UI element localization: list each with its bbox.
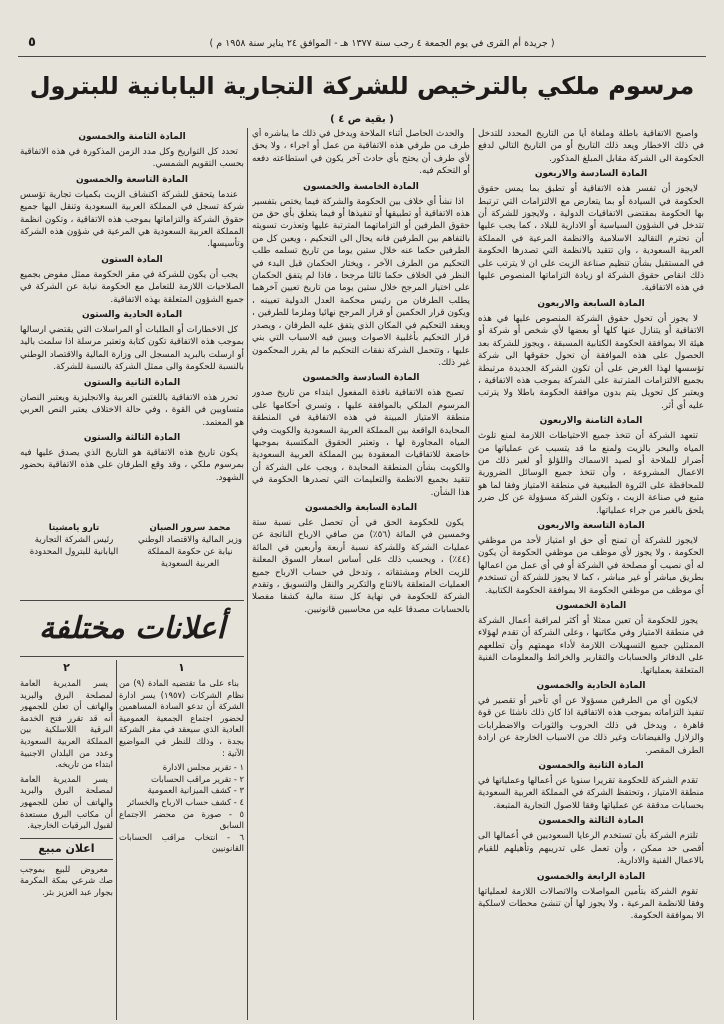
page-title: مرسوم ملكي بالترخيص للشركة التجارية اليابانية للبترول	[29, 72, 695, 100]
article-paragraph: تصبح هذه الاتفاقية نافذة المفعول ابتداء من تاريخ صدور المرسوم الملكي بالموافقة عليها ، وتسري أحكامها على منطقة الامتياز المبينة في هذه الاتفاقية في المنطقة المحايدة الواقعة بين المملكة العربية السعودية والكويت وفي المياه المجاورة لها ، وتعتبر الحقوق المكتسبة بموجبها خاضعة للاتفاقيات المعقودة بين المملكة العربية السعودية والكويت بشأن المنطقة المحايدة ، ويجب على الشركة أن تتقيد بجميع الانظمة والتعليمات التي تصدرها الحكومة في هذا الشأن.	[252, 388, 470, 498]
ad-paragraph: يسر المديرية العامة لمصلحة البرق والبريد والهاتف أن تعلن للجمهور أنه قد تقرر فتح الخدمة البرقية اللاسلكية بين المملكة العربية السعودية وعدد من البلدان الاجنبية ابتداء من تاريخه.	[20, 678, 113, 770]
signatory-on-behalf: اليابانية للبترول المحدودة	[29, 547, 119, 557]
ad-telegraph-notice	[20, 660, 113, 1018]
ad-paragraphs	[20, 678, 113, 832]
article-heading: المادة الحادية والستون	[81, 310, 183, 321]
article-paragraph: عندما يتحقق للشركة اكتشاف الزيت بكميات تجارية تؤسس شركة تسجل في المملكة العربية السعودية وتنقل اليها جميع حقوق الشركة والتزاماتها بموجب هذه الاتفاقية ، وتكون انظمة المملكة العربية السعودية هي المرعية في شؤون هذه الشركة وتأسيسها.	[20, 189, 244, 250]
page-number: ٥	[28, 35, 36, 50]
article-paragraph: تلتزم الشركة بأن تستخدم الرعايا السعوديين في أعمالها الى أقصى حد ممكن ، وأن تعمل على تدريبهم وتأهيلهم للقيام بالاعمال الفنية والادارية.	[478, 831, 704, 867]
article-heading: المادة الثانية والخمسون	[538, 761, 644, 772]
signature-block	[20, 522, 244, 598]
article-heading: المادة السادسة والخمسون	[302, 373, 420, 384]
article-heading: المادة التاسعة والاربعون	[537, 520, 645, 531]
article-heading: المادة الحادية والخمسون	[536, 681, 646, 692]
article-heading: المادة السادسة والاربعون	[534, 169, 648, 180]
ad-list-item: ٦ - انتخاب مراقب الحسابات القانونيين	[119, 831, 244, 854]
issue-date-line: ( جريدة أم القرى في يوم الجمعة ٤ رجب سنة ١٣٧٧ هـ - الموافق ٢٤ يناير سنة ١٩٥٨ م )	[209, 38, 555, 49]
article-heading: المادة الرابعة والخمسون	[536, 871, 646, 882]
article-paragraph: كل الاخطارات أو الطلبات أو المراسلات التي يقتضي ارسالها بموجب هذه الاتفاقية تكون كتابة وتعتبر مرسلة اذا سلمت باليد أو ارسلت بالبريد المسجل الى وزارة المالية والاقتصاد الوطني بالنسبة للحكومة والى ممثل الشركة بالنسبة للشركة.	[20, 325, 244, 373]
page-subtitle: ( بقية ص ٤ )	[330, 114, 394, 125]
article-paragraph: واصبح الاتفاقية باطلة وملغاة أيا من التاريخ المحدد للتدخل في ذلك الاخطار ويعد ذلك التاريخ أو من التاريخ التالي لدفع الحكومة الى الشركة مقابل المبلغ المذكور.	[478, 129, 704, 164]
column-left	[20, 128, 244, 518]
article-paragraph: تحدد كل التواريخ وكل مدد الزمن المذكورة في هذه الاتفاقية بحسب التقويم الشمسي.	[20, 147, 244, 170]
article-heading: المادة الخامسة والخمسون	[303, 181, 419, 192]
ad-list-item: ٣ - كشف الميزانية العمومية	[147, 785, 244, 796]
signatory-role: رئيس الشركة التجارية	[34, 535, 114, 545]
article-heading: المادة الثالثة والستون	[83, 432, 181, 443]
article-paragraph: لايجوز للشركة أن تمنح أي حق او امتياز لأحد من موظفي الحكومة ، ولا يجوز لأي موظف من موظفي الحكومة أن يكون له أي نصيب أو مصلحة في الشركة أو في أي عمل من اعمالها بطريق مباشر أو غير مباشر ، كما لا يجوز للشركة أن تستخدم أي موظف من موظفي الحكومة الا بموافقة الحكومة الكتابية.	[478, 535, 704, 596]
article-paragraph: تحرر هذه الاتفاقية باللغتين العربية والانجليزية ويعتبر النصان متساويين في القوة ، وفي حالة الاختلاف يعتبر النص العربي هو المعتمد.	[20, 392, 244, 428]
ads-divider	[20, 656, 244, 657]
column-divider	[247, 128, 248, 1020]
ad-list-item: ٢ - تقرير مراقب الحسابات	[150, 773, 244, 784]
article-heading: المادة الخمسون	[555, 601, 627, 611]
ad-list-item: ٤ - كشف حساب الارباح والخسائر	[127, 796, 244, 807]
ad-list-item: ١ - تقرير مجلس الادارة	[162, 762, 244, 773]
article-paragraph: يجوز للحكومة أن تعين ممثلا أو أكثر لمراقبة أعمال الشركة في منطقة الامتياز وفي مكاتبها ، وعلى الشركة أن تقدم لهؤلاء الممثلين جميع التسهيلات اللازمة لأداء مهمتهم وأن تطلعهم على الدفاتر والحسابات والتقارير والخرائط والمعلومات الفنية المتعلقة بعملياتها.	[478, 616, 704, 676]
article-paragraph: لايجوز أن تفسر هذه الاتفاقية أو تطبق بما يمس حقوق الحكومة في السيادة أو بما يتعارض مع الالتزامات التي ترتبط بها الحكومة بمقتضى الاتفاقيات الدولية ، ولايجوز للشركة أن تتدخل في الشؤون السياسية أو الادارية للبلاد ، كما يجب عليها أن تحترم التقاليد الاسلامية والانظمة المرعية في المملكة العربية السعودية ، وان تتقيد بالانظمة التي تصدرها الحكومة في المستقبل بشأن تنظيم صناعة الزيت على ان لا يترتب على ذلك انقاص حقوق الشركة او زيادة التزاماتها المنصوص عليها في هذه الاتفاقية.	[478, 184, 704, 294]
column-right	[478, 128, 704, 1018]
ad-number: ٢	[63, 661, 70, 674]
article-paragraph: يكون للحكومة الحق في أن تحصل على نسبة ستة وخمسين في المائة (٥٦٪) من صافي الارباح الناتجة عن عمليات الشركة وللشركة نسبة أربعة وأربعين في المائة (٤٤٪) ، ويحسب ذلك على أساس اسعار السوق المعلنة للزيت الخام ومشتقاته ، وتدخل في حساب الارباح جميع العمليات المتعلقة بالانتاج والتكرير والنقل والتسويق ، وتقدم الشركة للحكومة في نهاية كل سنة مالية كشفا مفصلا بالحسابات مصدقا عليه من محاسبين قانونيين.	[252, 517, 470, 615]
signature-government	[136, 522, 244, 598]
article-paragraph: لايكون أي من الطرفين مسؤولا عن أي تأخير أو تقصير في تنفيذ التزاماته بموجب هذه الاتفاقية اذا كان ذلك ناشئا عن قوة قاهرة ، ويدخل في ذلك الحروب والثورات والاضطرابات والزلازل والفيضانات وغير ذلك من الاسباب الخارجة عن ارادة الطرف المقصر.	[478, 696, 704, 756]
signature-company	[20, 522, 128, 598]
article-heading: المادة الثامنة والاربعون	[539, 416, 643, 427]
sale-ad-title: اعلان مبيع	[20, 838, 113, 860]
column-middle	[252, 128, 470, 1018]
article-heading: المادة السابعة والخمسون	[304, 502, 418, 513]
article-heading: المادة الثامنة والخمسون	[78, 132, 186, 142]
signatory-role: وزير المالية والاقتصاد الوطني	[137, 535, 243, 545]
signatory-name: محمد سرور الصبان	[149, 523, 231, 533]
article-heading: المادة الثالثة والخمسون	[538, 816, 644, 827]
article-heading: المادة السابعة والاربعون	[537, 298, 645, 309]
sale-ad-text: معروض للبيع بموجب صك شرعي بمكة المكرمة بجوار عبد العزيز بئر.	[20, 863, 113, 897]
ads-heading: أعلانات مختلفة	[39, 611, 225, 646]
signatory-on-behalf: نيابة عن حكومة المملكة العربية السعودية	[147, 547, 233, 569]
article-paragraph: يكون تاريخ هذه الاتفاقية هو التاريخ الذي يصدق عليها فيه بمرسوم ملكي ، وقد وقع الطرفان على هذه الاتفاقية بحضور الشهود.	[20, 447, 244, 483]
ads-column-divider	[116, 660, 117, 1020]
ad-number: ١	[178, 661, 185, 674]
header-divider	[18, 56, 706, 57]
column-divider	[473, 128, 474, 1020]
article-paragraph: لا يجوز أن تحول حقوق الشركة المنصوص عليها في هذه الاتفاقية أو يتنازل عنها كلها أو بعضها لأي شخص أو شركة أو هيئة الا بموافقة الحكومة الكتابية المسبقة ، ويجوز للشركة بعد الحصول على هذه الموافقة أن تحول حقوقها الى شركة تؤسسها لهذا الغرض على أن تكون الشركة الجديدة مرتبطة بجميع الالتزامات المترتبة على الشركة بموجب هذه الاتفاقية ، ويعتبر كل تحويل يتم بدون موافقة الحكومة باطلا ولا يترتب عليه أي أثر.	[478, 313, 704, 411]
article-heading: المادة التاسعة والخمسون	[75, 174, 189, 185]
article-paragraph: تقوم الشركة بتأمين المواصلات والاتصالات اللازمة لعملياتها وفقا للانظمة المرعية ، ولا يجوز لها أن تنشئ محطات لاسلكية الا بموافقة الحكومة.	[478, 886, 704, 922]
article-paragraph: اذا نشأ أي خلاف بين الحكومة والشركة فيما يختص بتفسير هذه الاتفاقية أو تطبيقها أو تنفيذها أو فيما يتعلق بأي حق من حقوق الطرفين أو التزاماتهما المترتبة عليها وتعذرت تسويته بالتفاهم بين الطرفين فانه يحال الى التحكيم ، ويعين كل من الطرفين حكما عنه خلال ستين يوما من تاريخ تسلمه طلب التحكيم من الطرف الآخر ، ويختار الحكمان قبل البدء في النظر في الخلاف حكما ثالثا مرجحا ، فاذا لم يتفق الحكمان على اختيار المرجح خلال ستين يوما من تاريخ تعيين آخرهما يطلب الطرفان من رئيس محكمة العدل الدولية تعيينه ، ويكون قرار الحكمين أو قرار المرجح نهائيا وملزما للطرفين ، ويعقد التحكيم في المكان الذي يتفق عليه الطرفان ، ويصدر قرار التحكيم بأغلبية الاصوات ويبين فيه الاسباب التي بني عليها ، وتتحمل الشركة نفقات التحكيم ما لم يقرر المحكمون غير ذلك.	[252, 196, 470, 368]
article-heading: المادة الستون	[101, 254, 163, 265]
ad-list-item: ٥ - صورة من محضر الاجتماع السابق	[119, 808, 244, 831]
ad-paragraph: بناء على ما تقتضيه المادة (٩) من نظام الشركات (١٩٥٧) يسر ادارة الشركة أن تدعو السادة المساهمين لحضور اجتماع الجمعية العمومية العادية الذي سيعقد في مقر الشركة بجدة ، وذلك للنظر في المواضيع الآتية :	[119, 678, 244, 758]
article-paragraph: تقدم الشركة للحكومة تقريرا سنويا عن أعمالها وعملياتها في منطقة الامتياز ، وتحتفظ الشركة في المملكة العربية السعودية بحسابات مدققة عن عملياتها وفقا للاصول التجارية المتبعة.	[478, 776, 704, 811]
ad-meeting-notice	[119, 660, 244, 1018]
ad-list	[119, 762, 244, 855]
ad-paragraph: يسر المديرية العامة لمصلحة البرق والبريد والهاتف أن تعلن للجمهور أن مكاتب البرق مستعدة لقبول البرقيات الخارجية.	[20, 773, 113, 831]
signatory-name: تارو يامشيتا	[48, 523, 100, 533]
article-paragraph: والحدث الحاصل أثناء الملاحة ويدخل في ذلك ما يباشره أي طرف من طرفي هذه الاتفاقية من عمل أو اجراء ، ولا يحق لأي طرف أن يحتج بأي حادث آخر يكون في استطاعته دفعه أو التحكم فيه.	[252, 129, 470, 177]
article-paragraph: يجب أن يكون للشركة في مقر الحكومة ممثل مفوض بجميع الصلاحيات اللازمة للتعامل مع الحكومة نيابة عن الشركة في جميع الشؤون المتعلقة بهذه الاتفاقية.	[20, 269, 244, 305]
article-heading: المادة الثانية والستون	[83, 377, 181, 388]
ads-divider	[20, 600, 244, 601]
article-paragraph: تتعهد الشركة أن تتخذ جميع الاحتياطات اللازمة لمنع تلوث المياه والبحر بالزيت ولمنع ما قد يتسبب عن عملياتها من أضرار للملاحة أو لصيد الاسماك واللؤلؤ أو لغير ذلك من الاعمال المشروعة ، وأن تتخذ جميع الوسائل الضرورية للمحافظة على الثروة الطبيعية في منطقة الامتياز وفقا لما هو متبع في صناعة الزيت ، وتكون الشركة مسؤولة عن كل ضرر يلحق بالغير من جراء عملياتها.	[478, 431, 704, 516]
